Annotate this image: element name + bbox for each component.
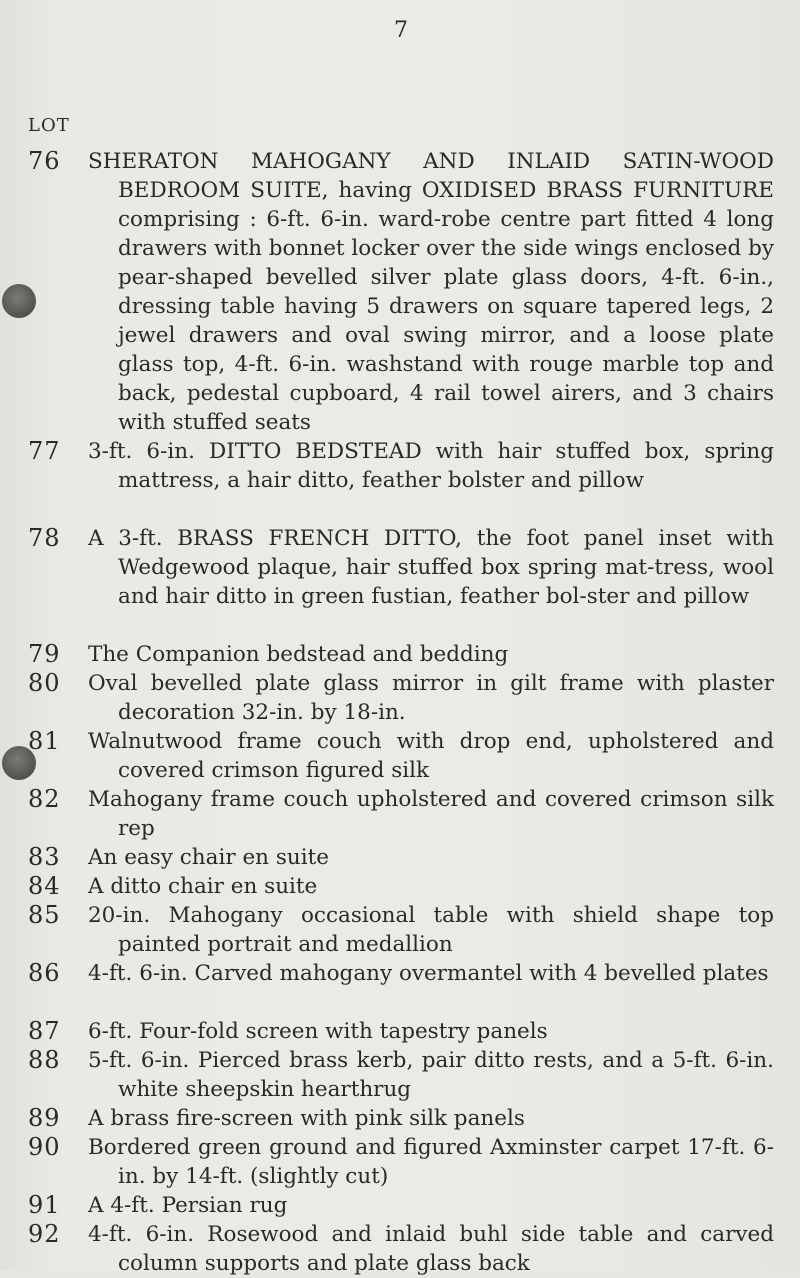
lot-number: 92 — [28, 1220, 61, 1248]
lot-description: A 3-ft. BRASS FRENCH DITTO, the foot panel inset with Wedgewood plaque, hair stuffed box spring mat-tress, wool and hair ditto in green fustian, feather bol-ster and pillow — [88, 526, 774, 609]
lot-description: 4-ft. 6-in. Rosewood and inlaid buhl side table and carved column supports and plate glass back — [88, 1222, 774, 1276]
lot-description: 4-ft. 6-in. Carved mahogany overmantel with 4 bevelled plates — [88, 961, 769, 986]
lot-number: 90 — [28, 1133, 61, 1161]
lot-number: 82 — [28, 785, 61, 813]
lot-number: 91 — [28, 1191, 61, 1219]
lot-description: An easy chair en suite — [88, 845, 329, 870]
lot-column-header: LOT — [28, 115, 70, 136]
lot-number: 80 — [28, 669, 61, 697]
binding-hole — [2, 284, 36, 318]
lot-description: 20-in. Mahogany occasional table with shield shape top painted portrait and medallion — [88, 903, 774, 957]
lot-number: 81 — [28, 727, 61, 755]
lot-number: 89 — [28, 1104, 61, 1132]
lot-number: 78 — [28, 524, 61, 552]
lot-description: Bordered green ground and figured Axminster carpet 17-ft. 6-in. by 14-ft. (slightly cut) — [88, 1135, 774, 1189]
lot-number: 79 — [28, 640, 61, 668]
lot-description: 3-ft. 6-in. DITTO BEDSTEAD with hair stuffed box, spring mattress, a hair ditto, feather bolster and pillow — [88, 439, 774, 493]
lot-description: 5-ft. 6-in. Pierced brass kerb, pair ditto rests, and a 5-ft. 6-in. white sheepskin hearthrug — [88, 1048, 774, 1102]
lot-number: 86 — [28, 959, 61, 987]
lot-description: Oval bevelled plate glass mirror in gilt frame with plaster decoration 32-in. by 18-in. — [88, 671, 774, 725]
lot-description: A 4-ft. Persian rug — [88, 1193, 288, 1218]
page-number: 7 — [394, 18, 408, 43]
lot-number: 83 — [28, 843, 61, 871]
lot-number: 84 — [28, 872, 61, 900]
lot-description: SHERATON MAHOGANY AND INLAID SATIN-WOOD BEDROOM SUITE, having OXIDISED BRASS FURNITURE comprising : 6-ft. 6-in. ward-robe centre part fitted 4 long drawers with bonnet locker over the side wings enclosed by pear-shaped bevelled silver plate glass doors, 4-ft. 6-in., dressing table having 5 drawers on square tapered legs, 2 jewel drawers and oval swing mirror, and a loose plate glass top, 4-ft. 6-in. washstand with rouge marble top and back, pedestal cupboard, 4 rail towel airers, and 3 chairs with stuffed seats — [88, 149, 774, 435]
lot-description: 6-ft. Four-fold screen with tapestry panels — [88, 1019, 548, 1044]
lot-number: 88 — [28, 1046, 61, 1074]
lot-description: Mahogany frame couch upholstered and covered crimson silk rep — [88, 787, 774, 841]
lot-description: Walnutwood frame couch with drop end, upholstered and covered crimson figured silk — [88, 729, 774, 783]
lot-number: 85 — [28, 901, 61, 929]
lot-number: 76 — [28, 147, 61, 175]
lot-number: 77 — [28, 437, 61, 465]
lot-number: 87 — [28, 1017, 61, 1045]
lot-description: The Companion bedstead and bedding — [88, 642, 509, 667]
lot-description: A brass fire-screen with pink silk panels — [88, 1106, 525, 1131]
lot-description: A ditto chair en suite — [88, 874, 318, 899]
